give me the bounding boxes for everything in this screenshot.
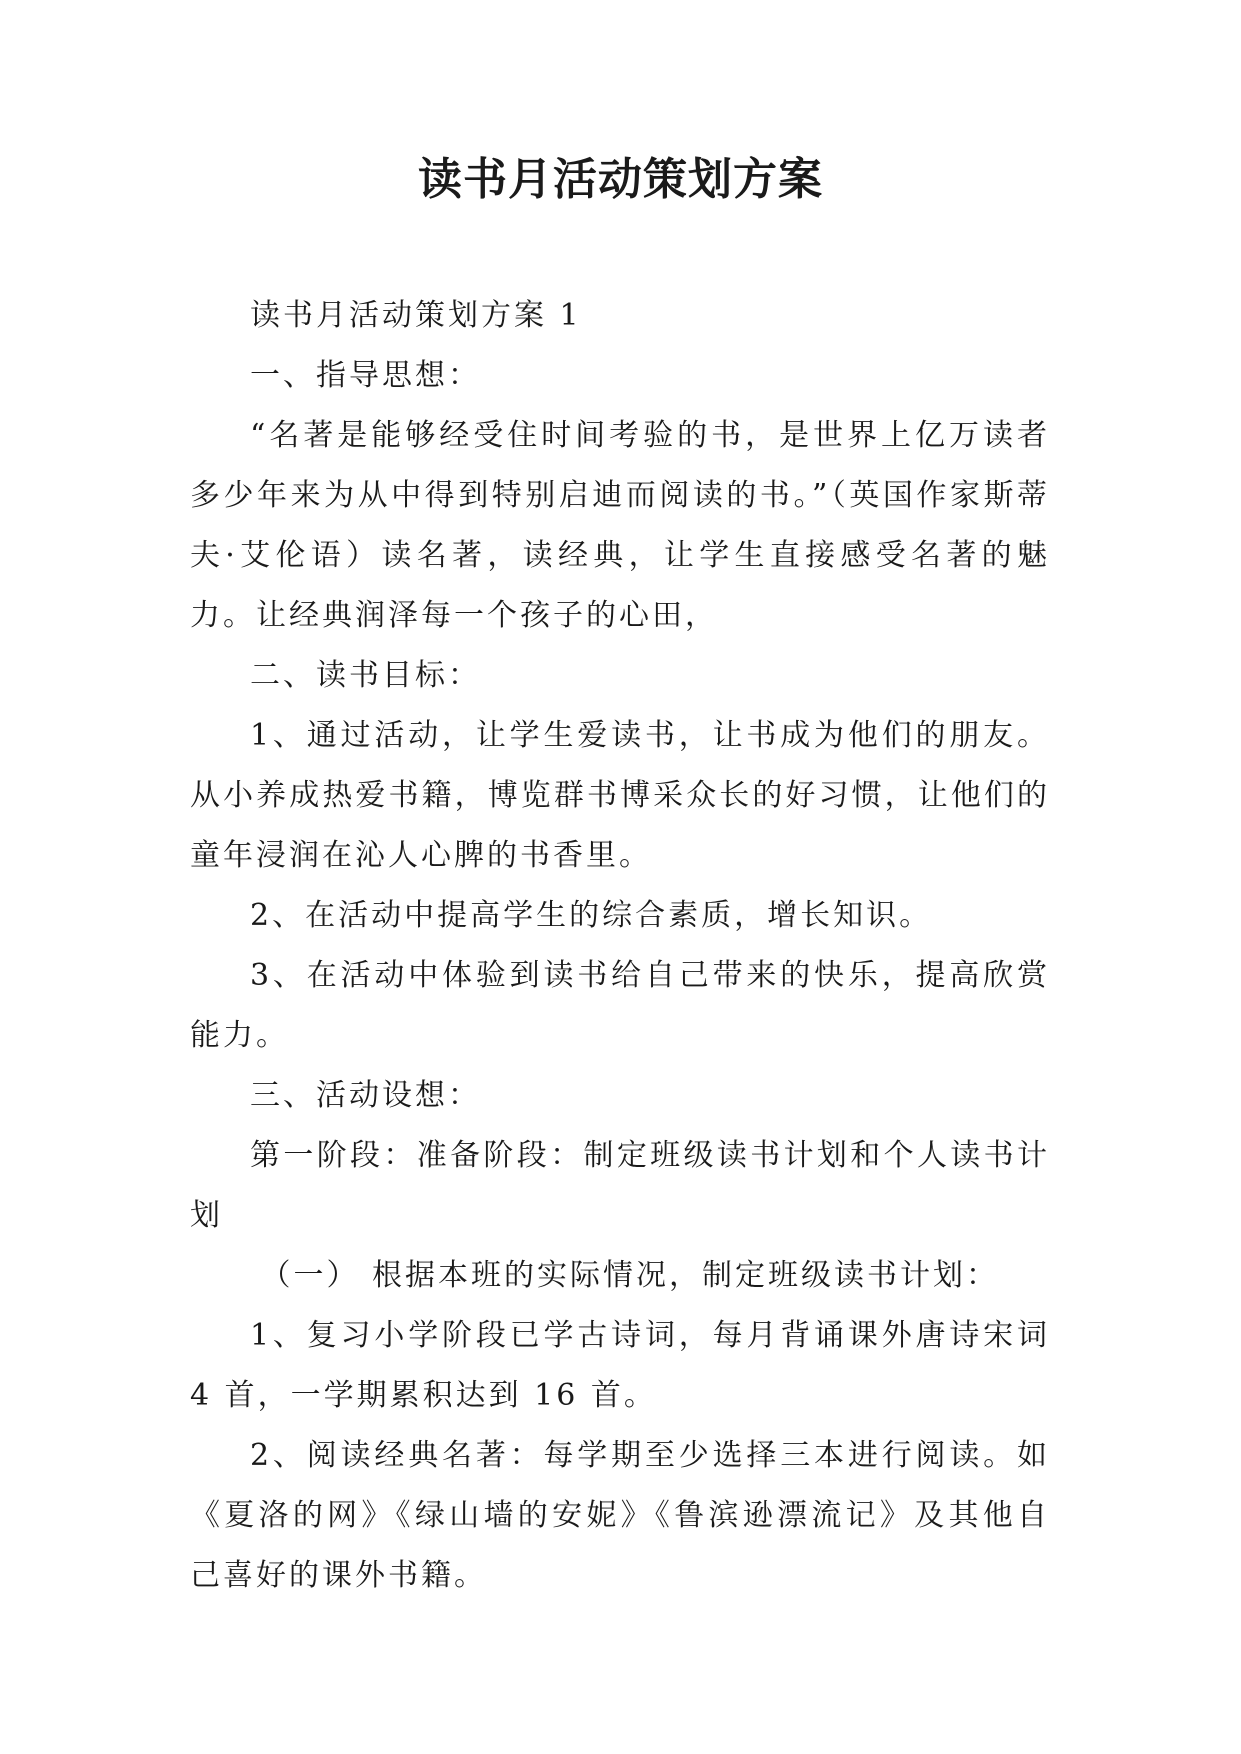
goal-item-3: 3、在活动中体验到读书给自己带来的快乐，提高欣赏能力。 [190,958,1050,1053]
paragraph-quote: “名著是能够经受住时间考验的书，是世界上亿万读者多少年来为从中得到特别启迪而阅读的书。”（英国作家斯蒂夫·艾伦语）读名著，读经典，让学生直接感受名著的魅力。让经典润泽每一个孩子的心田， [190,418,1050,633]
stage-one-paragraph: 第一阶段：准备阶段：制定班级读书计划和个人读书计划 [190,1138,1050,1233]
heading-plan-1: 读书月活动策划方案 1 [250,298,582,333]
goal-item-1: 1、通过活动，让学生爱读书，让书成为他们的朋友。从小养成热爱书籍，博览群书博采众长的好习惯，让他们的童年浸润在沁人心脾的书香里。 [190,718,1050,873]
document-body [190,286,1050,1606]
plan-item-2: 2、阅读经典名著：每学期至少选择三本进行阅读。如《夏洛的网》《绿山墙的安妮》《鲁滨逊漂流记》及其他自己喜好的课外书籍。 [190,1438,1050,1593]
section-heading-activity-plan: 三、活动设想： [250,1078,481,1113]
subsection-class-plan: （一） 根据本班的实际情况，制定班级读书计划： [260,1258,1000,1293]
plan-item-1: 1、复习小学阶段已学古诗词，每月背诵课外唐诗宋词 4 首，一学期累积达到 16 首。 [190,1318,1050,1413]
section-heading-reading-goals: 二、读书目标： [250,658,481,693]
goal-item-2: 2、在活动中提高学生的综合素质，增长知识。 [250,898,933,933]
section-heading-guiding-thought: 一、指导思想： [250,358,481,393]
document-title: 读书月活动策划方案 [418,154,823,205]
